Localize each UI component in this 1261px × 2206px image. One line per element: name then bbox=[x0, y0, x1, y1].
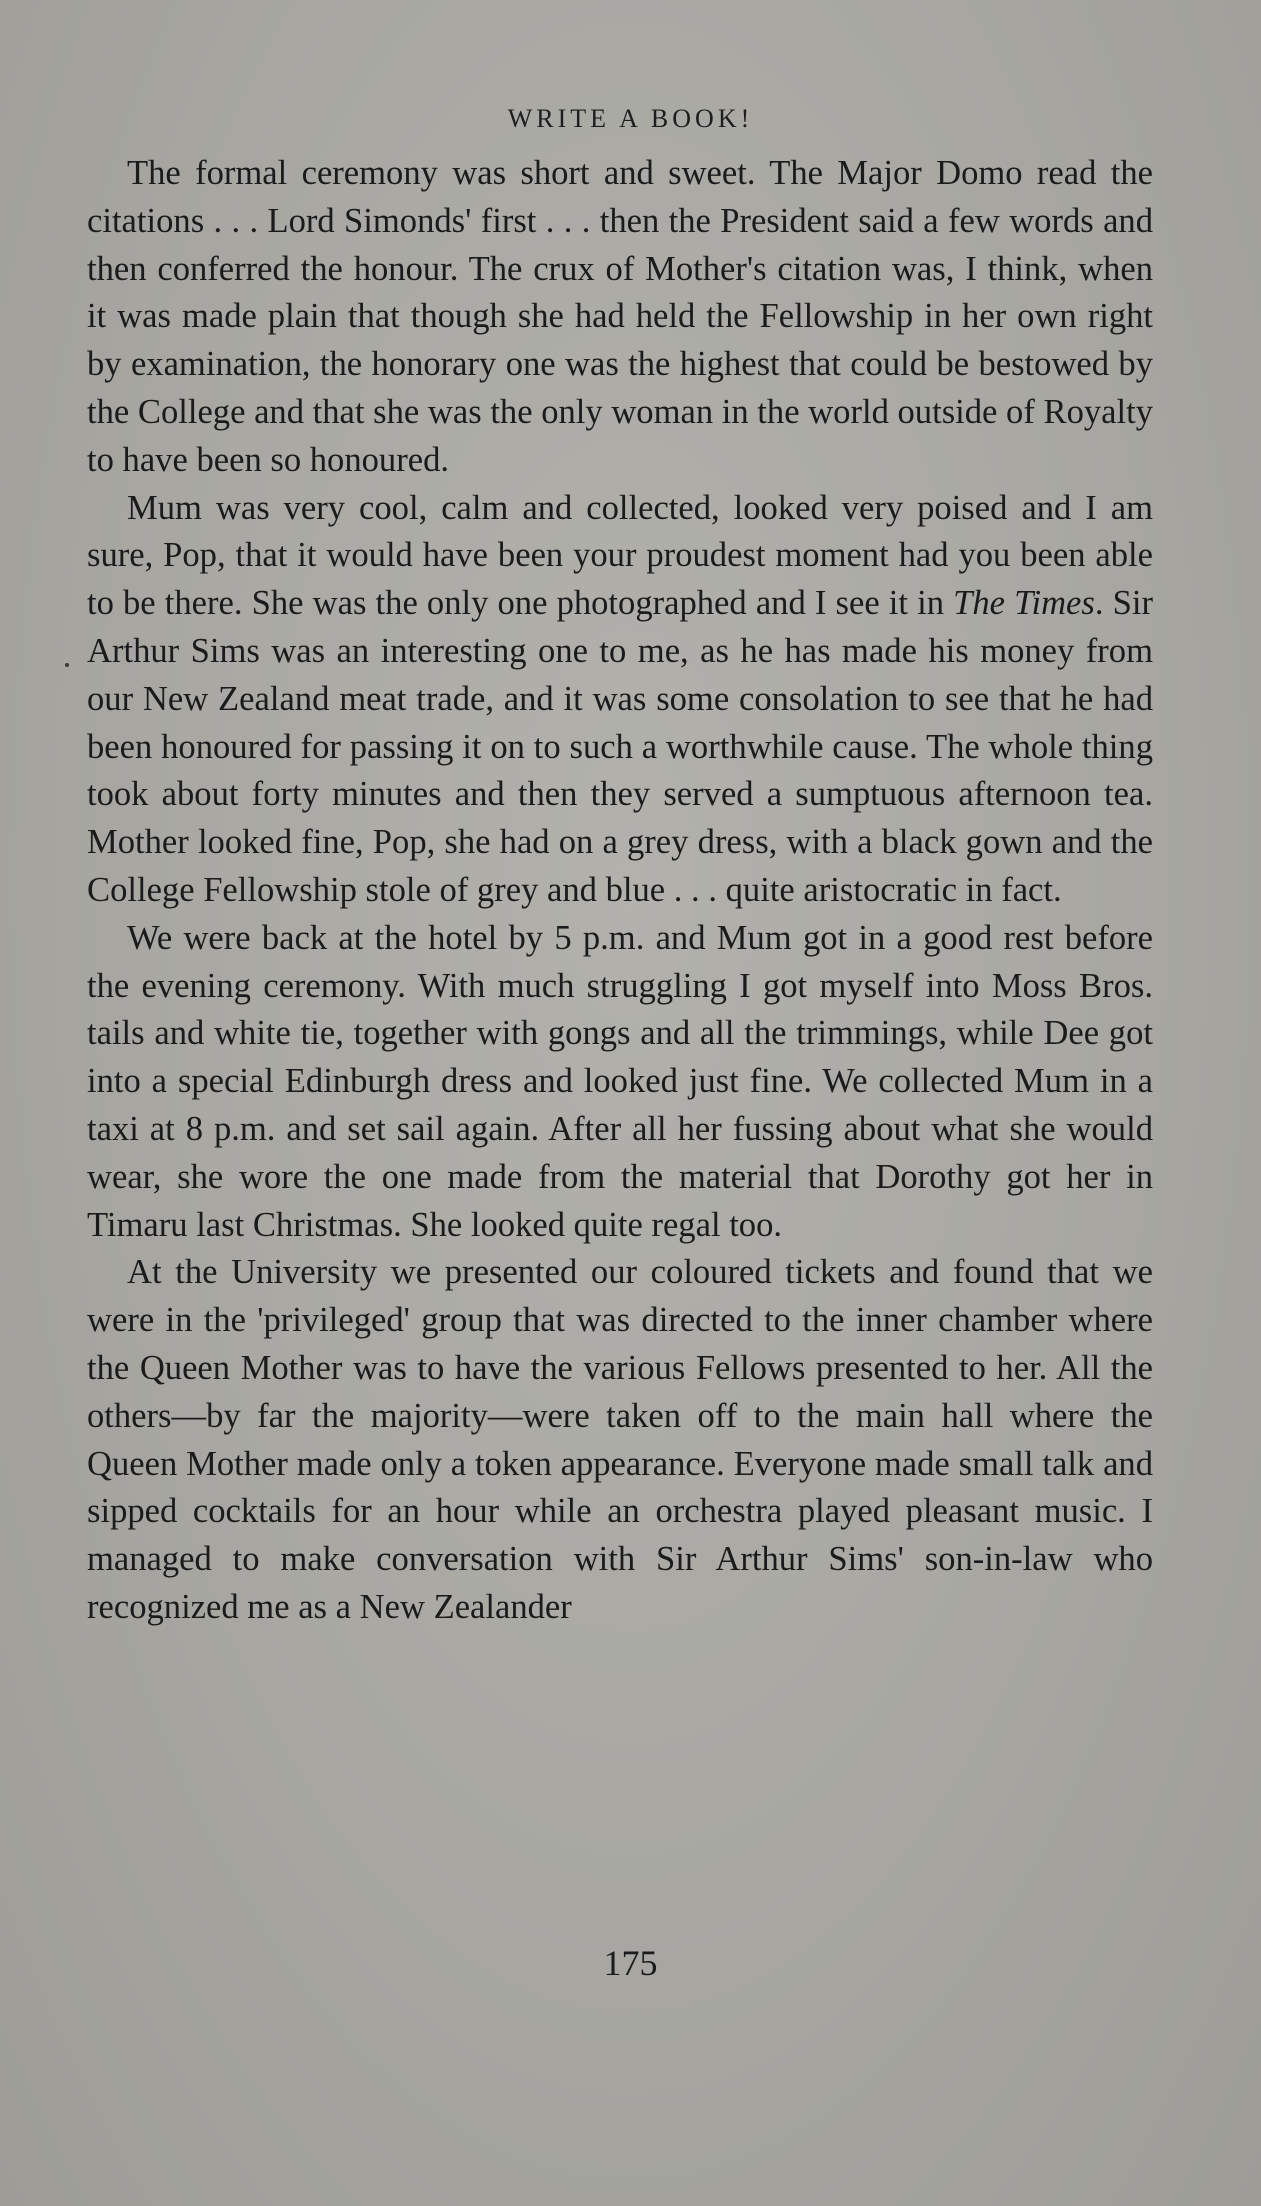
paragraph-1 bbox=[87, 150, 1153, 485]
paragraph-2-text-a: Mum was very cool, calm and collected, looked very poised and I am sure, Pop, that it would have been your proudest moment had you been able to be there. She was the only one photographed and I see it in bbox=[87, 488, 1153, 623]
newspaper-title: The Times bbox=[953, 584, 1095, 623]
body-text bbox=[87, 150, 1153, 1632]
page-number: 175 bbox=[603, 1943, 658, 1983]
running-head: WRITE A BOOK! bbox=[507, 104, 754, 133]
margin-mark bbox=[65, 663, 69, 667]
paragraph-1-text: The formal ceremony was short and sweet. The Major Domo read the citations . . . Lord Simonds' first . . . then the President said a few words and then conferred the honour. The crux of Mother's citation was, I think, when it was made plain that though she had held the Fellowship in her own right by examination, the honorary one was the highest that could be bestowed by the College and that she was the only woman in the world outside of Royalty to have been so honoured. bbox=[87, 154, 1153, 479]
paragraph-2 bbox=[87, 485, 1153, 915]
paragraph-3-text: We were back at the hotel by 5 p.m. and Mum got in a good rest before the evening ceremony. With much struggling I got myself into Moss Bros. tails and white tie, together with gongs and all the trimmings, while Dee got into a special Edinburgh dress and looked just fine. We collected Mum in a taxi at 8 p.m. and set sail again. After all her fussing about what she would wear, she wore the one made from the material that Dorothy got her in Timaru last Christmas. She looked quite regal too. bbox=[87, 918, 1153, 1244]
paragraph-2-text-b: . Sir Arthur Sims was an interesting one to me, as he has made his money from our New Zealand meat trade, and it was some consolation to see that he had been honoured for passing it on to such a worthwhile cause. The whole thing took about forty minutes and then they served a sumptuous afternoon tea. Mother looked fine, Pop, she had on a grey dress, with a black gown and the College Fellowship stole of grey and blue . . . quite aristocratic in fact. bbox=[87, 584, 1153, 909]
paragraph-4-text: At the University we presented our coloured tickets and found that we were in the 'privileged' group that was directed to the inner chamber where the Queen Mother was to have the various Fellows presented to her. All the others—by far the majority—were taken off to the main hall where the Queen Mother made only a token appearance. Everyone made small talk and sipped cocktails for an hour while an orchestra played pleasant music. I managed to make conversation with Sir Arthur Sims' son-in-law who recognized me as a New Zealander bbox=[87, 1253, 1153, 1626]
paragraph-4 bbox=[87, 1249, 1153, 1631]
paragraph-3 bbox=[87, 915, 1153, 1250]
